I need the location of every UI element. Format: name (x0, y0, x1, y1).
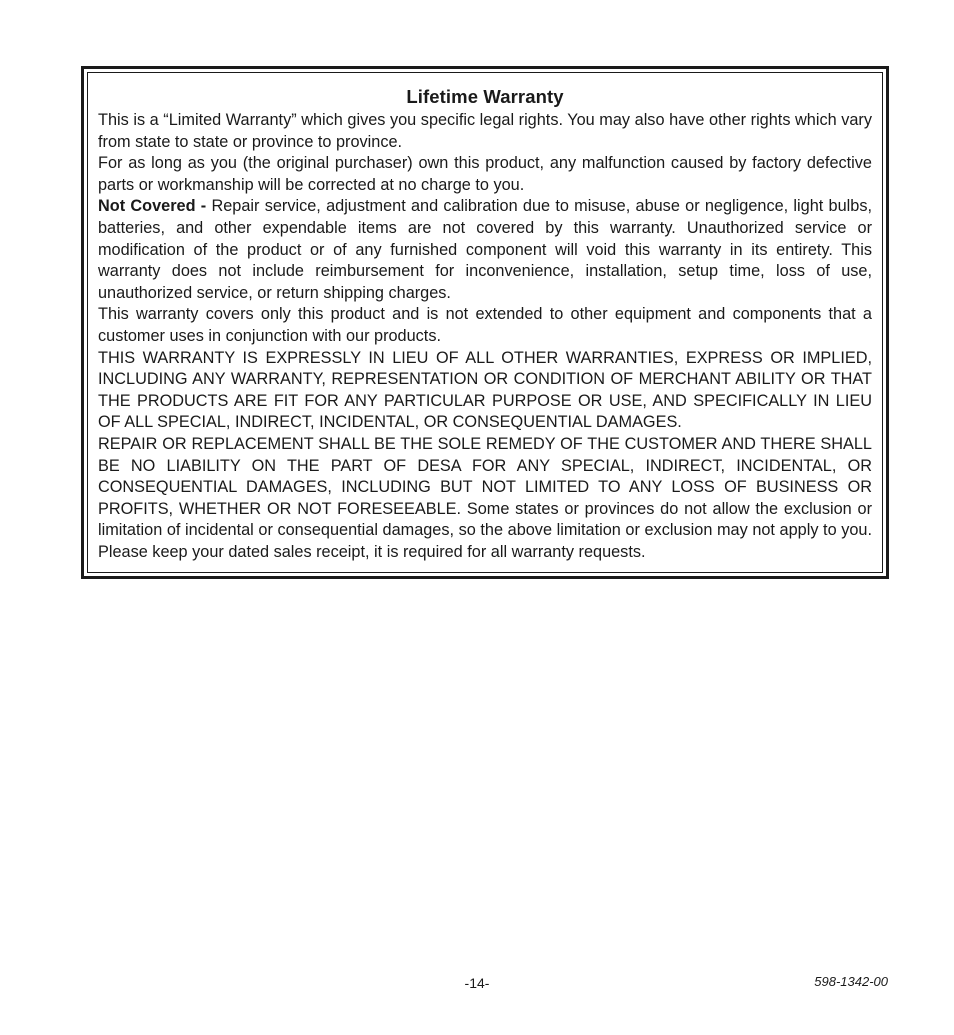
not-covered-label: Not Covered - (98, 197, 207, 216)
warranty-paragraph-scope: This warranty covers only this product and is not extended to other equipment and components that a customer uses in conjunction with our products. (98, 305, 872, 345)
warranty-paragraph-not-covered (98, 196, 872, 304)
warranty-title: Lifetime Warranty (406, 86, 564, 107)
warranty-paragraph-remedy: REPAIR OR REPLACEMENT SHALL BE THE SOLE REMEDY OF THE CUSTOMER AND THERE SHALL BE NO LIABILITY ON THE PART OF DESA FOR ANY SPECIAL, INDIRECT, INCIDENTAL, OR CONSEQUENTIAL DAMAGES, INCLUDING BUT NOT LIMITED TO ANY LOSS OF BUSINESS OR PROFITS, WHETHER OR NOT FORESEEABLE. Some states or provinces do not allow the exclusion or limitation of incidental or consequential damages, so the above limitation or exclusion may not apply to you. Please keep your dated sales receipt, it is required for all warranty requests. (98, 434, 872, 561)
page-number: -14- (464, 975, 490, 991)
warranty-paragraph-disclaimer: THIS WARRANTY IS EXPRESSLY IN LIEU OF ALL OTHER WARRANTIES, EXPRESS OR IMPLIED, INCLUDING ANY WARRANTY, REPRESENTATION OR CONDITION OF MERCHANT ABILITY OR THAT THE PRODUCTS ARE FIT FOR ANY PARTICULAR PURPOSE OR USE, AND SPECIFICALLY IN LIEU OF ALL SPECIAL, INDIRECT, INCIDENTAL, OR CONSEQUENTIAL DAMAGES. (98, 348, 872, 432)
not-covered-text: Repair service, adjustment and calibration due to misuse, abuse or negligence, light bulbs, batteries, and other expendable items are not covered by this warranty. Unauthorized service or modification of the product or of any furnished component will void this warranty in its entirety. This warranty does not include reimbursement for inconvenience, installation, setup time, loss of use, unauthorized service, or return shipping charges. (98, 197, 872, 302)
warranty-inner-frame (87, 72, 883, 573)
warranty-paragraph-coverage: For as long as you (the original purchaser) own this product, any malfunction caused by factory defective parts or workmanship will be corrected at no charge to you. (98, 154, 872, 194)
document-code: 598-1342-00 (814, 974, 888, 989)
warranty-paragraph-limited: This is a “Limited Warranty” which gives you specific legal rights. You may also have other rights which vary from state to state or province to province. (98, 111, 872, 151)
warranty-box (81, 66, 889, 579)
